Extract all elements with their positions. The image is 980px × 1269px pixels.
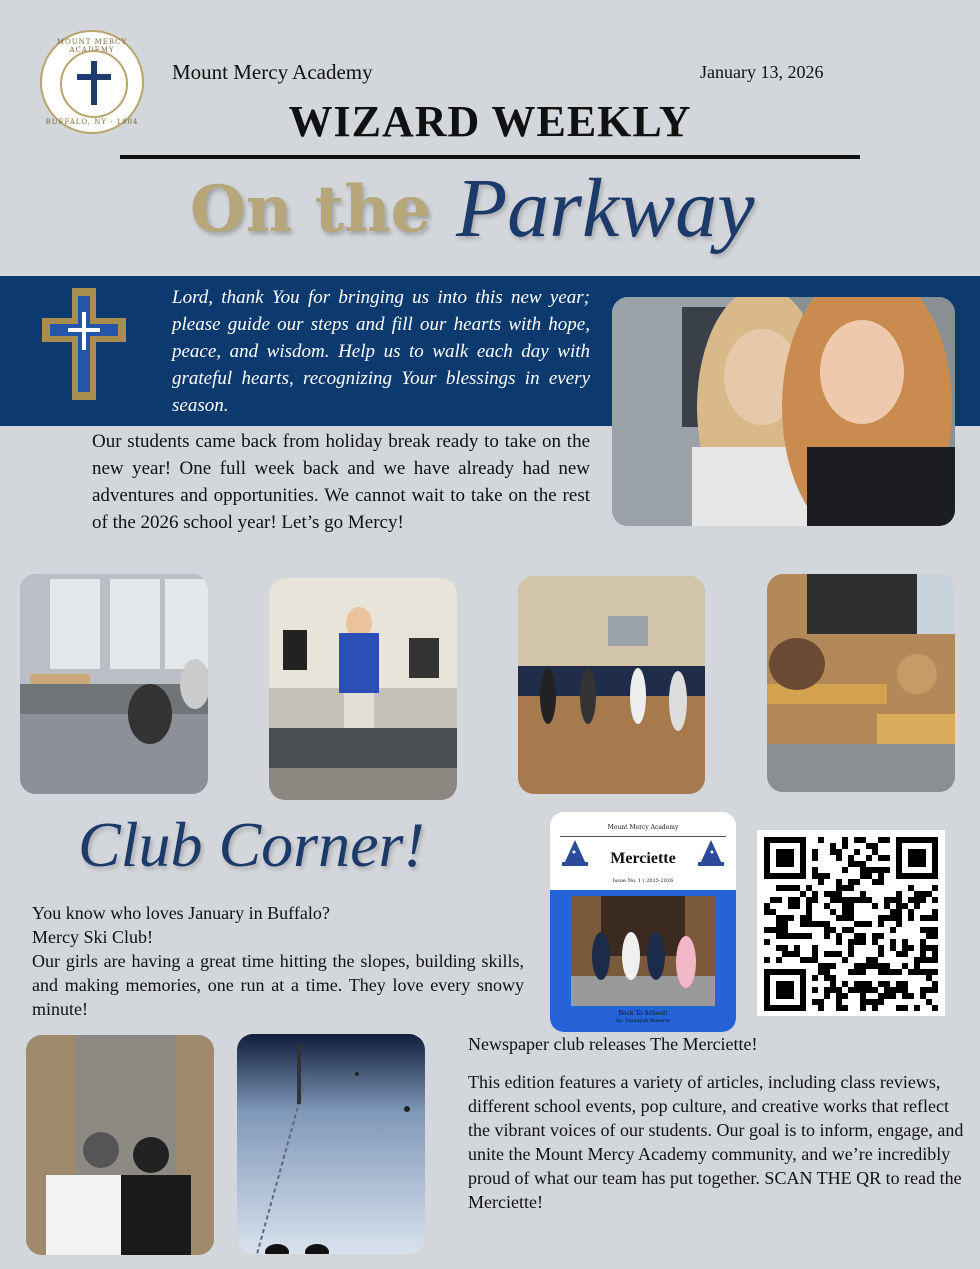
ski-line-1: You know who loves January in Buffalo? [32,903,330,923]
merciette-cover-image [550,812,736,1032]
merciette-headline: Newspaper club releases The Merciette! [468,1034,758,1054]
seal-cross-icon [91,61,97,105]
intro-paragraph: Our students came back from holiday break ready to take on the new year! One full week back and we have already had new adventures and opportunities. We cannot wait to take on the rest of the 2026 school year! Let’s go Mercy! [92,431,590,533]
seal-bottom-text: BUFFALO, NY · 1904 [45,118,139,126]
prayer-text: Lord, thank You for bringing us into this new year; please guide our steps and fill our hearts with hope, peace, and wisdom. Help us to walk each day with grateful hearts, recognizing Your blessings in every season. [172,287,590,416]
photo-cafeteria [20,574,208,794]
cross-icon [42,288,126,400]
photo-treadmill [269,578,457,800]
ski-body: Our girls are having a great time hitting the slopes, building skills, and making memories, one run at a time. They love every snowy minute! [32,951,524,1019]
masthead-title: WIZARD WEEKLY [288,97,692,146]
ski-club-text [32,901,524,1021]
merciette-body: This edition features a variety of articles, including class reviews, different school events, pop culture, and creative works that reflect the vibrant voices of our students. Our goal is to inform, engage, and unite the Mount Mercy Academy community, and we’re incredibly proud of what our team has put together. SCAN THE QR to read the Merciette! [468,1072,964,1212]
cover-school: Mount Mercy Academy [607,824,679,831]
seal-top-text: MOUNT MERCY ACADEMY [56,38,128,54]
qr-code-pattern [757,830,945,1016]
club-corner-title: Club Corner! [78,809,425,880]
cover-title: Merciette [610,850,676,867]
masthead-rule [120,155,860,159]
cover-caption: Back To School! [618,1010,668,1017]
section-title-parkway: Parkway [456,162,755,255]
cover-byline: by: Ymaayah Roberts [616,1018,670,1024]
photo-ski-slope [237,1034,425,1254]
photo-two-students-selfie [612,297,955,526]
cover-issue: Issue No. 1 | 2025-2026 [612,878,674,884]
photo-gym-dance [518,576,705,794]
cover-rule [560,836,726,837]
seal-inner-ring [60,50,128,118]
ski-line-2: Mercy Ski Club! [32,927,153,947]
seal-cross-bar [77,74,111,80]
photo-ski-mirror-selfie [26,1035,214,1255]
cover-photo [571,896,715,1006]
school-name: Mount Mercy Academy [172,60,373,84]
issue-date: January 13, 2026 [700,62,824,82]
section-title-on-the: On the [190,172,432,247]
qr-code[interactable] [757,830,945,1016]
photo-classroom [767,574,955,792]
